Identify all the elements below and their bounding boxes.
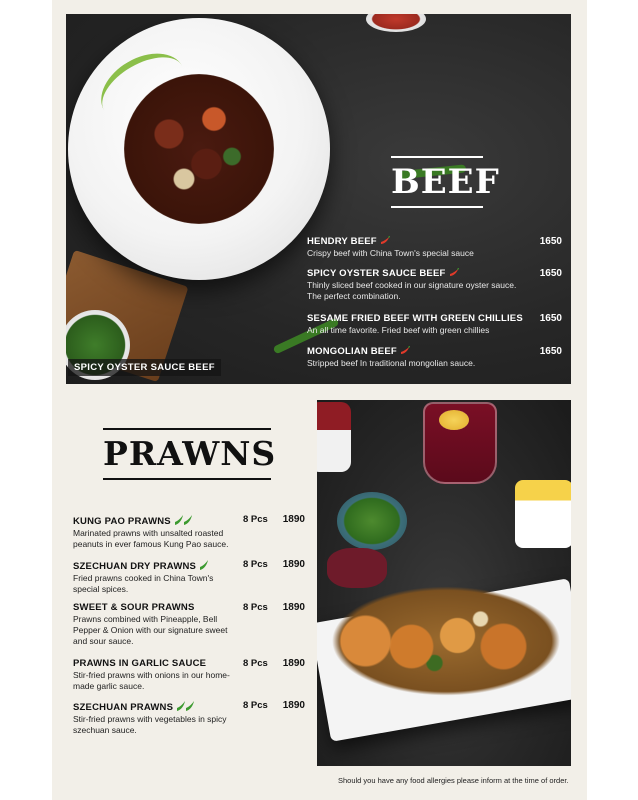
green-chili-icon (199, 559, 209, 571)
red-chili-icon (380, 236, 390, 245)
item-name: SPICY OYSTER SAUCE BEEF (307, 268, 446, 279)
prawns-section-title: PRAWNS (103, 428, 271, 480)
item-price: 1650 (539, 313, 562, 324)
item-description: Stir-fried prawns with onions in our home-made garlic sauce. (73, 670, 230, 691)
item-quantity: 8 Pcs (243, 700, 268, 711)
item-name: KUNG PAO PRAWNS (73, 516, 171, 527)
item-description: Thinly sliced beef cooked in our signature oyster sauce. The perfect combination. (307, 280, 517, 301)
item-name: PRAWNS IN GARLIC SAUCE (73, 658, 207, 669)
corn-ramekin-image (515, 480, 571, 548)
prawns-photo (317, 400, 571, 766)
item-name: SWEET & SOUR PRAWNS (73, 602, 195, 613)
item-price: 1890 (282, 602, 305, 613)
item-description: Fried prawns cooked in China Town's special spices. (73, 573, 214, 594)
photo-caption: SPICY OYSTER SAUCE BEEF (68, 359, 221, 376)
item-description: An all time favorite. Fried beef with green chillies (307, 325, 490, 335)
lemon-slice-image (439, 410, 469, 430)
beef-plate-image (68, 18, 330, 280)
item-description: Stir-fried prawns with vegetables in spicy szechuan sauce. (73, 714, 227, 735)
item-description: Stripped beef In traditional mongolian sauce. (307, 358, 476, 368)
red-chili-icon (449, 268, 459, 277)
item-quantity: 8 Pcs (243, 602, 268, 613)
menu-item-sweet-sour-prawns (73, 602, 305, 647)
menu-item-kung-pao-prawns (73, 514, 305, 550)
scallion-bowl-image (337, 492, 407, 550)
double-green-chili-icon (174, 514, 194, 526)
red-chili-icon (400, 346, 410, 355)
menu-item-hendry-beef (307, 236, 562, 259)
menu-item-szechuan-prawns (73, 700, 305, 736)
sauce-bowl-image (317, 402, 351, 472)
item-quantity: 8 Pcs (243, 514, 268, 525)
napkin-image (327, 548, 387, 588)
item-price: 1890 (282, 700, 305, 711)
menu-item-mongolian-beef (307, 346, 562, 369)
menu-item-prawns-in-garlic-sauce (73, 658, 305, 692)
item-price: 1650 (539, 268, 562, 279)
menu-item-sesame-fried-beef (307, 313, 562, 336)
beef-section-title: BEEF (391, 156, 483, 208)
menu-item-szechuan-dry-prawns (73, 559, 305, 595)
prawns-dish-image (331, 586, 561, 696)
item-description: Prawns combined with Pineapple, Bell Pepper & Onion with our signature sweet and sour sauce. (73, 614, 228, 646)
double-green-chili-icon (176, 700, 196, 712)
item-price: 1890 (282, 514, 305, 525)
item-name: HENDRY BEEF (307, 236, 377, 247)
item-price: 1650 (539, 236, 562, 247)
item-price: 1890 (282, 559, 305, 570)
item-price: 1890 (282, 658, 305, 669)
item-description: Crispy beef with China Town's special sauce (307, 248, 474, 258)
allergy-footnote: Should you have any food allergies please inform at the time of order. (338, 776, 569, 785)
item-name: SZECHUAN PRAWNS (73, 702, 174, 713)
item-quantity: 8 Pcs (243, 658, 268, 669)
item-name: SZECHUAN DRY PRAWNS (73, 561, 197, 572)
item-name: SESAME FRIED BEEF WITH GREEN CHILLIES (307, 313, 523, 324)
item-price: 1650 (539, 346, 562, 357)
item-description: Marinated prawns with unsalted roasted peanuts in ever famous Kung Pao sauce. (73, 528, 229, 549)
sauce-dish-image (366, 14, 426, 32)
menu-item-spicy-oyster-sauce-beef (307, 268, 562, 302)
item-name: MONGOLIAN BEEF (307, 346, 397, 357)
item-quantity: 8 Pcs (243, 559, 268, 570)
